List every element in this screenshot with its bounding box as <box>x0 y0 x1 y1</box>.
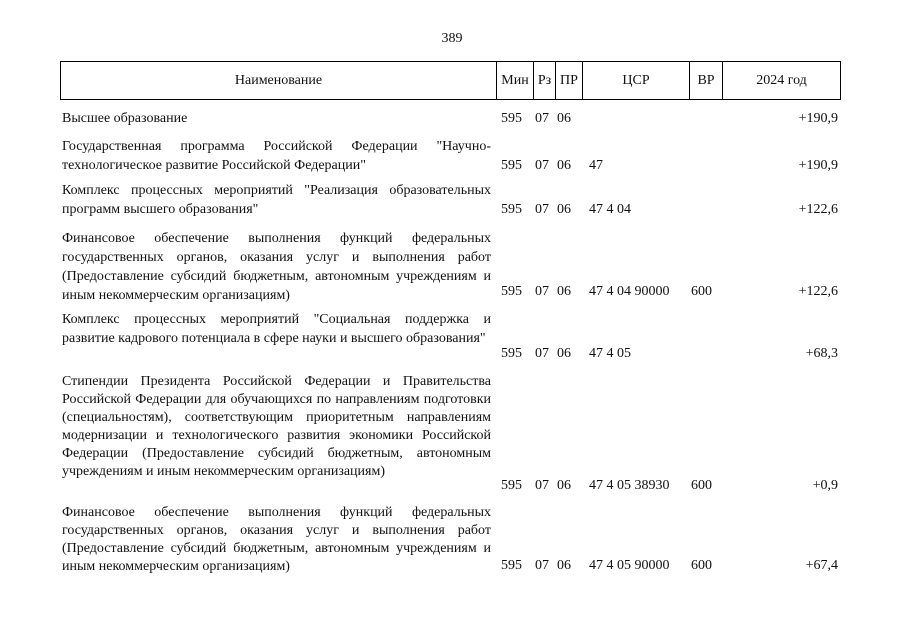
row-min: 595 <box>501 111 522 126</box>
row-pr: 06 <box>557 478 571 493</box>
table-row <box>0 109 904 128</box>
row-csr: 47 4 04 <box>589 202 631 217</box>
table-row <box>0 310 904 367</box>
row-csr: 47 4 04 90000 <box>589 284 670 299</box>
header-csr: ЦСР <box>583 62 690 99</box>
row-vr: 600 <box>691 284 712 299</box>
header-rz: Рз <box>534 62 556 99</box>
header-pr: ПР <box>556 62 583 99</box>
row-rz: 07 <box>535 284 549 299</box>
row-rz: 07 <box>535 478 549 493</box>
row-amount: +122,6 <box>798 284 838 299</box>
row-name: Высшее образование <box>62 111 188 126</box>
row-min: 595 <box>501 202 522 217</box>
row-pr: 06 <box>557 558 571 573</box>
row-amount: +122,6 <box>798 202 838 217</box>
row-amount: +67,4 <box>805 558 838 573</box>
row-pr: 06 <box>557 346 571 361</box>
row-name: Комплекс процессных мероприятий "Социальная поддержка и развитие кадрового потенциала в сфере науки и высшего образования" <box>62 312 491 346</box>
row-csr: 47 4 05 90000 <box>589 558 670 573</box>
row-amount: +190,9 <box>798 111 838 126</box>
table-row <box>0 504 904 580</box>
row-min: 595 <box>501 478 522 493</box>
row-amount: +68,3 <box>805 346 838 361</box>
row-amount: +0,9 <box>812 478 838 493</box>
table-row <box>0 181 904 219</box>
row-name: Комплекс процессных мероприятий "Реализация образовательных программ высшего образования" <box>62 183 491 217</box>
row-name: Финансовое обеспечение выполнения функций федеральных государственных органов, оказания услуг и выполнения работ (Предоставление субсидий бюджетным, автономным учреждениям и иным некоммерческим организациям) <box>62 231 491 303</box>
row-min: 595 <box>501 284 522 299</box>
row-rz: 07 <box>535 346 549 361</box>
row-min: 595 <box>501 346 522 361</box>
row-amount: +190,9 <box>798 158 838 173</box>
table-header <box>60 61 841 100</box>
row-vr: 600 <box>691 558 712 573</box>
table-row <box>0 373 904 497</box>
header-min: Мин <box>497 62 534 99</box>
row-min: 595 <box>501 558 522 573</box>
table-row <box>0 137 904 175</box>
header-year: 2024 год <box>756 72 807 88</box>
header-vr: ВР <box>690 62 723 99</box>
page-number: 389 <box>441 31 463 46</box>
row-csr: 47 <box>589 158 603 173</box>
row-pr: 06 <box>557 111 571 126</box>
table-row <box>0 229 904 305</box>
row-rz: 07 <box>535 158 549 173</box>
row-csr: 47 4 05 38930 <box>589 478 670 493</box>
row-name: Стипендии Президента Российской Федерации и Правительства Российской Федерации для обучающихся по направлениям подготовки (специальностям), соответствующим приоритетным направлениям модернизации и технологического развития экономики Российской Федерации (Предоставление субсидий бюджетным, автономным учреждениям и иным некоммерческим организациям) <box>62 374 491 479</box>
row-pr: 06 <box>557 202 571 217</box>
row-pr: 06 <box>557 284 571 299</box>
row-name: Финансовое обеспечение выполнения функций федеральных государственных органов, оказания услуг и выполнения работ (Предоставление субсидий бюджетным, автономным учреждениям и иным некоммерческим организациям) <box>62 505 491 574</box>
row-pr: 06 <box>557 158 571 173</box>
row-min: 595 <box>501 158 522 173</box>
row-name: Государственная программа Российской Федерации "Научно-технологическое развитие Российской Федерации" <box>62 139 491 173</box>
header-name: Наименование <box>61 62 497 99</box>
row-vr: 600 <box>691 478 712 493</box>
row-rz: 07 <box>535 202 549 217</box>
row-csr: 47 4 05 <box>589 346 631 361</box>
row-rz: 07 <box>535 111 549 126</box>
row-rz: 07 <box>535 558 549 573</box>
